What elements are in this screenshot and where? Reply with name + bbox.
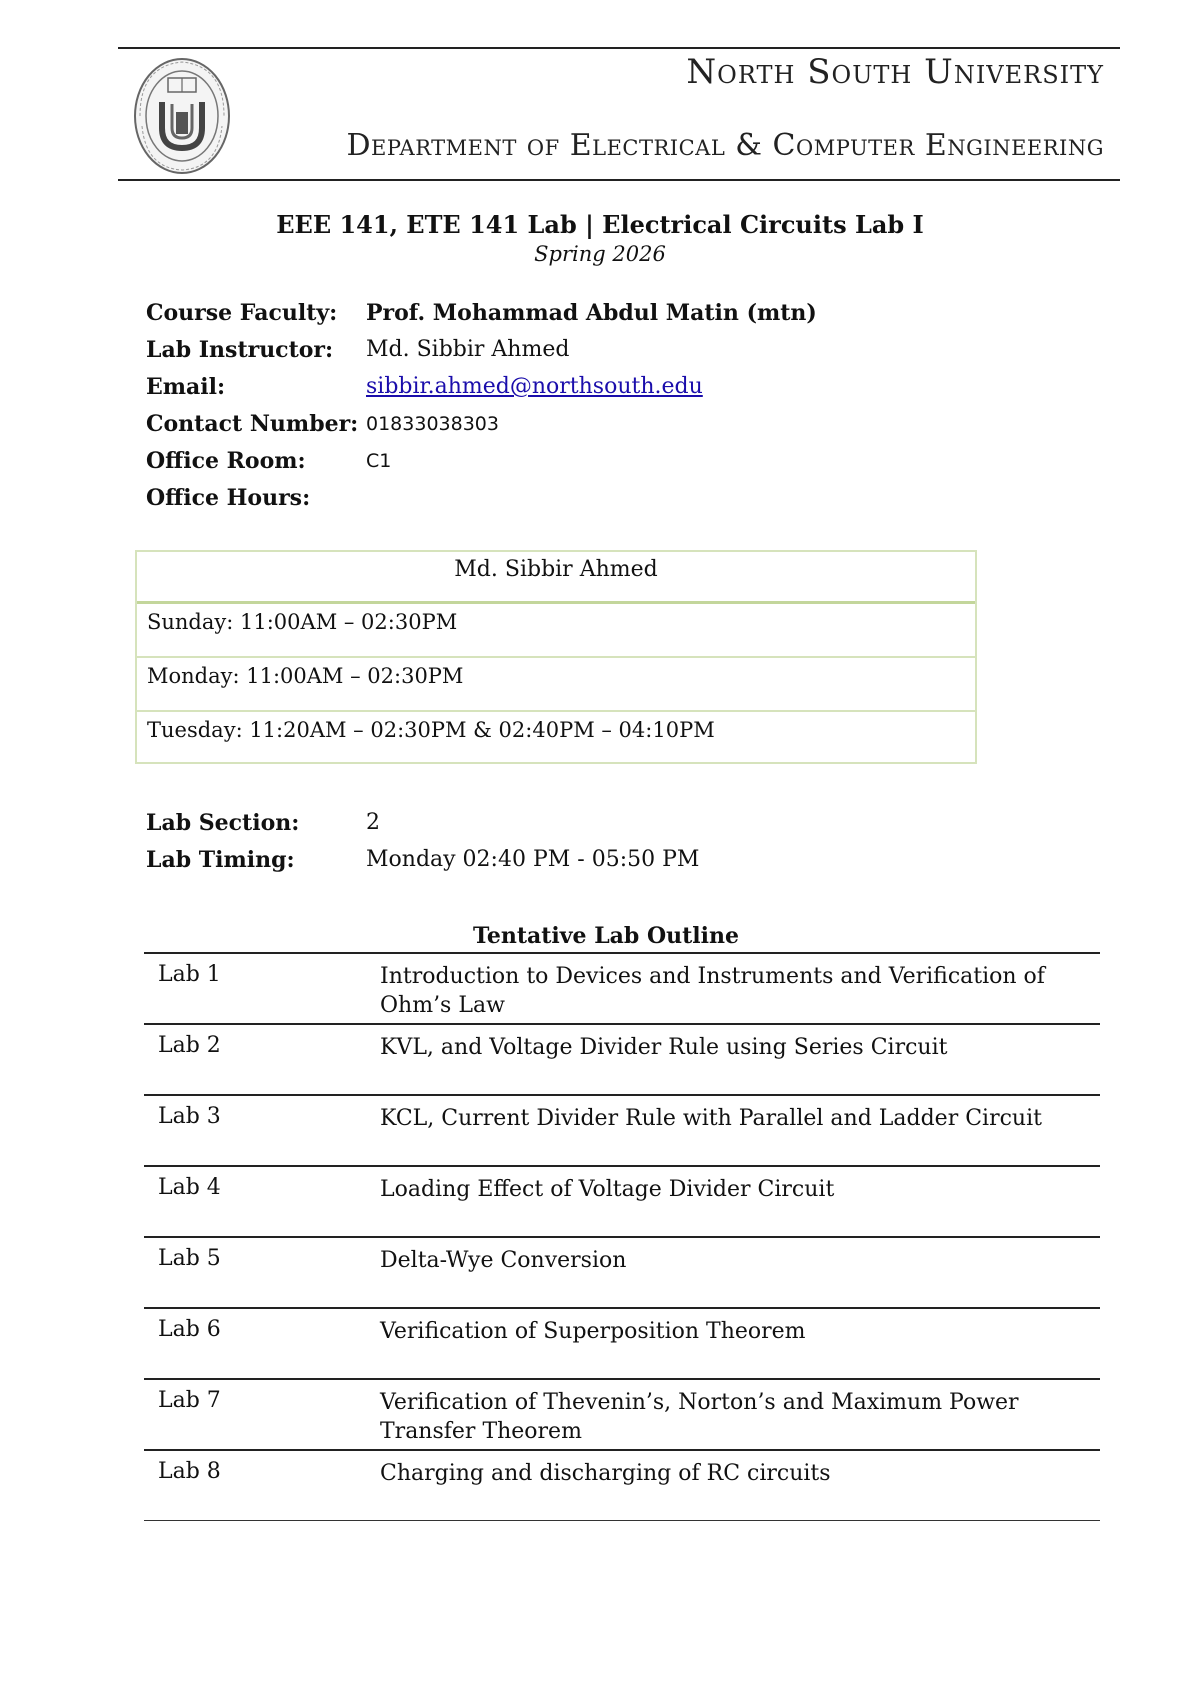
lab-topic: Verification of Thevenin’s, Norton’s and Maximum Power Transfer Theorem — [380, 1390, 1019, 1444]
table-row — [144, 1167, 1100, 1238]
office-room-value: C1 — [366, 450, 392, 472]
faculty-label: Course Faculty: — [146, 300, 338, 326]
info-row-lab-section — [146, 810, 1086, 842]
lab-number: Lab 4 — [158, 1175, 221, 1200]
office-hours-row: Monday: 11:00AM – 02:30PM — [137, 658, 975, 712]
lab-number: Lab 2 — [158, 1033, 221, 1058]
info-row-instructor — [146, 337, 1086, 369]
office-hours-label: Office Hours: — [146, 485, 311, 511]
faculty-value: Prof. Mohammad Abdul Matin (mtn) — [366, 300, 817, 326]
lab-topic: KCL, Current Divider Rule with Parallel and Ladder Circuit — [380, 1106, 1042, 1131]
lab-outline-table — [144, 952, 1100, 1521]
email-link[interactable]: sibbir.ahmed@northsouth.edu — [366, 374, 703, 399]
table-row — [144, 954, 1100, 1025]
email-label: Email: — [146, 374, 226, 400]
header-bottom-rule — [118, 179, 1120, 181]
office-hours-row: Sunday: 11:00AM – 02:30PM — [137, 604, 975, 658]
lab-timing-value: Monday 02:40 PM - 05:50 PM — [366, 847, 700, 872]
lab-number: Lab 8 — [158, 1459, 221, 1484]
info-row-office-room — [146, 448, 1086, 480]
lab-section-label: Lab Section: — [146, 810, 300, 836]
lab-topic: Verification of Superposition Theorem — [380, 1319, 806, 1344]
nsu-seal-icon — [132, 56, 232, 176]
header-top-rule — [118, 47, 1120, 49]
contact-label: Contact Number: — [146, 411, 359, 437]
office-hours-row: Tuesday: 11:20AM – 02:30PM & 02:40PM – 04:10PM — [147, 718, 715, 742]
lab-number: Lab 3 — [158, 1104, 221, 1129]
lab-topic: Delta-Wye Conversion — [380, 1248, 627, 1273]
office-room-label: Office Room: — [146, 448, 306, 474]
table-row — [144, 1309, 1100, 1380]
university-name: North South University — [686, 52, 1104, 92]
lab-number: Lab 1 — [158, 962, 221, 987]
lab-topic: Introduction to Devices and Instruments and Verification of Ohm’s Law — [380, 964, 1045, 1018]
lab-topic: Charging and discharging of RC circuits — [380, 1461, 831, 1486]
info-row-office-hours — [146, 485, 1086, 517]
table-row — [144, 1238, 1100, 1309]
table-row — [144, 1096, 1100, 1167]
lab-number: Lab 7 — [158, 1388, 221, 1413]
lab-topic: KVL, and Voltage Divider Rule using Series Circuit — [380, 1035, 948, 1060]
instructor-label: Lab Instructor: — [146, 337, 334, 363]
info-row-contact — [146, 411, 1086, 443]
table-row — [144, 1025, 1100, 1096]
lab-number: Lab 5 — [158, 1246, 221, 1271]
outline-title: Tentative Lab Outline — [472, 923, 739, 949]
info-row-faculty — [146, 300, 1086, 332]
course-title: EEE 141, ETE 141 Lab | Electrical Circuits Lab I — [276, 210, 924, 239]
department-name: Department of Electrical & Computer Engineering — [346, 128, 1104, 163]
table-row — [144, 1451, 1100, 1521]
lab-number: Lab 6 — [158, 1317, 221, 1342]
lab-section-value: 2 — [366, 810, 380, 835]
info-row-lab-timing — [146, 847, 1086, 879]
lab-timing-label: Lab Timing: — [146, 847, 295, 873]
office-hours-name: Md. Sibbir Ahmed — [137, 552, 975, 604]
table-row — [144, 1380, 1100, 1451]
contact-value: 01833038303 — [366, 413, 499, 435]
office-hours-table — [135, 550, 977, 764]
instructor-value: Md. Sibbir Ahmed — [366, 337, 570, 362]
info-row-email — [146, 374, 1086, 406]
semester: Spring 2026 — [534, 242, 666, 266]
lab-topic: Loading Effect of Voltage Divider Circuit — [380, 1177, 835, 1202]
